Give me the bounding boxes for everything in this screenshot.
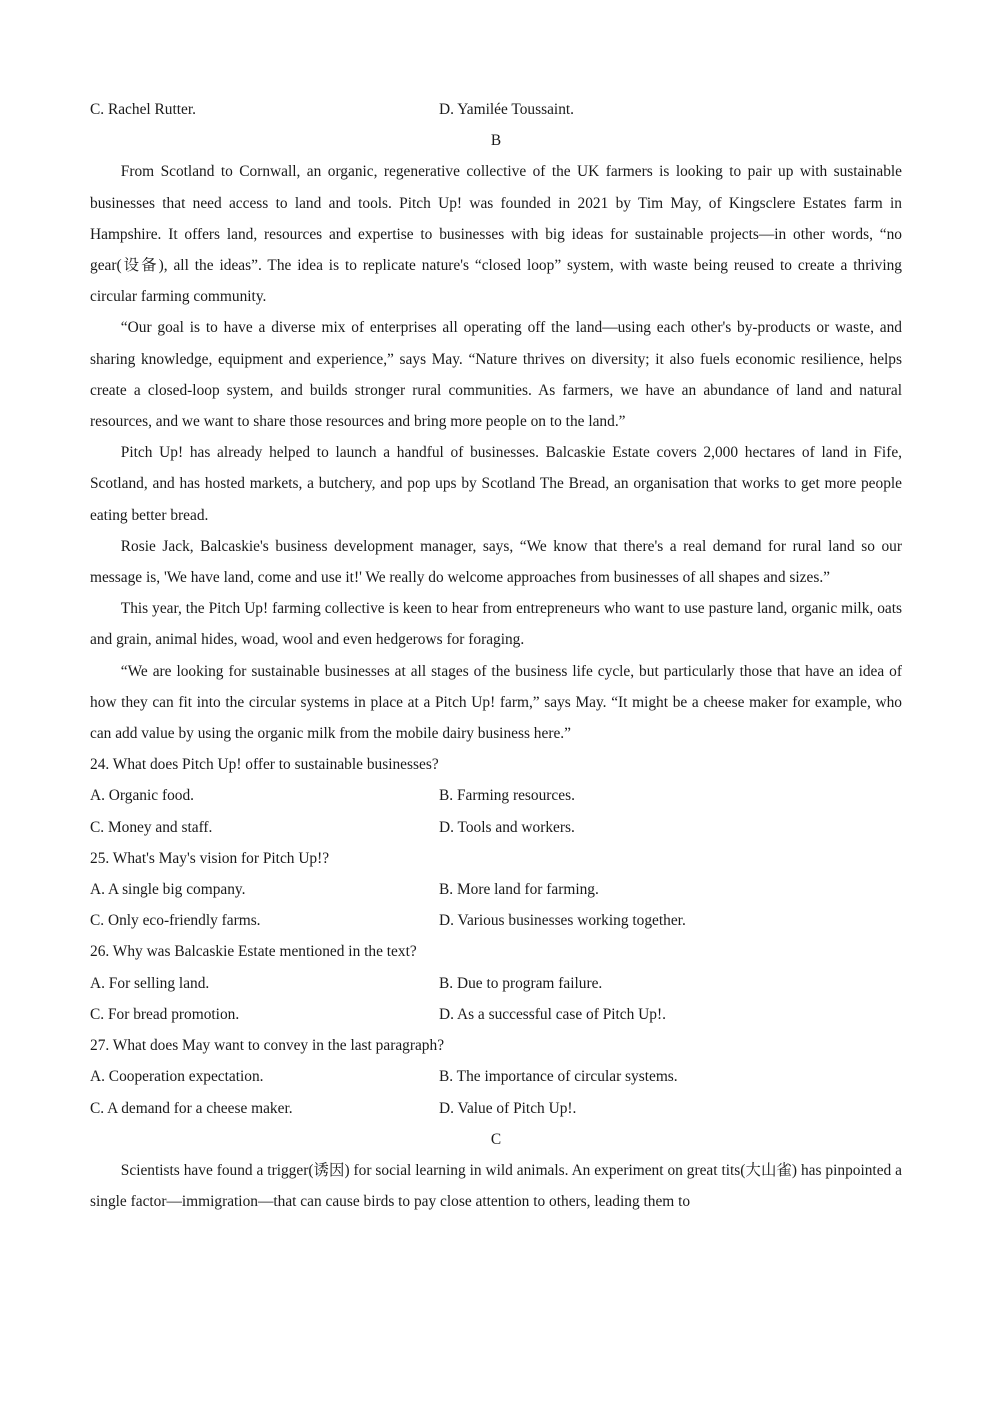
question-25-option-b: B. More land for farming. bbox=[439, 881, 599, 899]
question-27-option-d: D. Value of Pitch Up!. bbox=[439, 1099, 577, 1117]
section-c-label: C bbox=[490, 1130, 502, 1148]
question-25-stem: 25. What's May's vision for Pitch Up!? bbox=[90, 849, 330, 867]
question-25-option-c: C. Only eco-friendly farms. bbox=[90, 912, 261, 930]
passage-c-paragraph-1: Scientists have found a trigger(诱因) for social learning in wild animals. An experiment on great tits(大山雀) has pinpointed a single factor—immigration—that can cause birds to pay close attention to others, leading them to bbox=[90, 1161, 902, 1211]
prev-question-options-row bbox=[90, 94, 902, 125]
question-27-stem: 27. What does May want to convey in the last paragraph? bbox=[90, 1037, 445, 1055]
passage-b-paragraph-2: “Our goal is to have a diverse mix of enterprises all operating off the land—using each other's by-products or waste, and sharing knowledge, equipment and experience,” says May. “Nature thrives on diversity; it also fuels economic resilience, helps create a closed-loop system, and builds stronger rural communities. As farmers, we have an abundance of land and natural resources, and we want to share those resources and bring more people on to the land.” bbox=[90, 319, 902, 431]
passage-b-paragraph-1: From Scotland to Cornwall, an organic, regenerative collective of the UK farmers is looking to pair up with sustainable businesses that need access to land and tools. Pitch Up! was founded in 2021 by Tim May, of Kingsclere Estates farm in Hampshire. It offers land, resources and expertise to businesses with big ideas for sustainable projects—in other words, “no gear(设备), all the ideas”. The idea is to replicate nature's “closed loop” system, with waste being reused to create a thriving circular farming community. bbox=[90, 163, 902, 306]
passage-b-paragraph-6: “We are looking for sustainable businesses at all stages of the business life cycle, but particularly those that have an idea of how they can fit into the circular systems in place at a Pitch Up! farm,” says May. “It might be a cheese maker for example, who can add value by using the organic milk from the mobile dairy business here.” bbox=[90, 662, 902, 743]
question-26-option-a: A. For selling land. bbox=[90, 974, 210, 992]
option-d: D. Yamilée Toussaint. bbox=[439, 101, 575, 118]
question-25-option-a: A. A single big company. bbox=[90, 881, 246, 899]
question-25-options-row-1 bbox=[90, 874, 902, 905]
question-24-option-a: A. Organic food. bbox=[90, 787, 195, 805]
question-26-option-d: D. As a successful case of Pitch Up!. bbox=[439, 1005, 666, 1023]
question-26-options-row-2 bbox=[90, 999, 902, 1030]
question-24-options-row-2 bbox=[90, 812, 902, 843]
question-26-options-row-1 bbox=[90, 968, 902, 999]
passage-b-paragraph-5: This year, the Pitch Up! farming collective is keen to hear from entrepreneurs who want to use pasture land, organic milk, oats and grain, animal hides, woad, wool and even hedgerows for foraging. bbox=[90, 600, 902, 649]
exam-page bbox=[90, 94, 902, 1217]
question-25-option-d: D. Various businesses working together. bbox=[439, 912, 686, 930]
question-24-options-row-1 bbox=[90, 780, 902, 811]
option-c: C. Rachel Rutter. bbox=[90, 101, 197, 118]
question-27-options-row-2 bbox=[90, 1093, 902, 1124]
section-b-label: B bbox=[490, 132, 502, 150]
question-24-option-c: C. Money and staff. bbox=[90, 818, 213, 836]
question-27-option-b: B. The importance of circular systems. bbox=[439, 1068, 678, 1086]
question-26-option-b: B. Due to program failure. bbox=[439, 974, 603, 992]
passage-b-paragraph-3: Pitch Up! has already helped to launch a handful of businesses. Balcaskie Estate covers 2,000 hectares of land in Fife, Scotland, and has hosted markets, a butchery, and pop ups by Scotland The Bread, an organisation that works to get more people eating better bread. bbox=[90, 444, 902, 524]
question-26-option-c: C. For bread promotion. bbox=[90, 1005, 240, 1023]
question-27-option-c: C. A demand for a cheese maker. bbox=[90, 1099, 293, 1117]
question-27-options-row-1 bbox=[90, 1061, 902, 1092]
question-24-option-d: D. Tools and workers. bbox=[439, 818, 575, 836]
question-26-stem: 26. Why was Balcaskie Estate mentioned in the text? bbox=[90, 943, 417, 961]
question-27-option-a: A. Cooperation expectation. bbox=[90, 1068, 264, 1086]
question-24-stem: 24. What does Pitch Up! offer to sustainable businesses? bbox=[90, 756, 439, 774]
passage-b-paragraph-4: Rosie Jack, Balcaskie's business development manager, says, “We know that there's a real demand for rural land so our message is, 'We have land, come and use it!' We really do welcome approaches from businesses of all shapes and sizes.” bbox=[90, 537, 902, 587]
question-25-options-row-2 bbox=[90, 905, 902, 936]
question-24-option-b: B. Farming resources. bbox=[439, 787, 575, 805]
